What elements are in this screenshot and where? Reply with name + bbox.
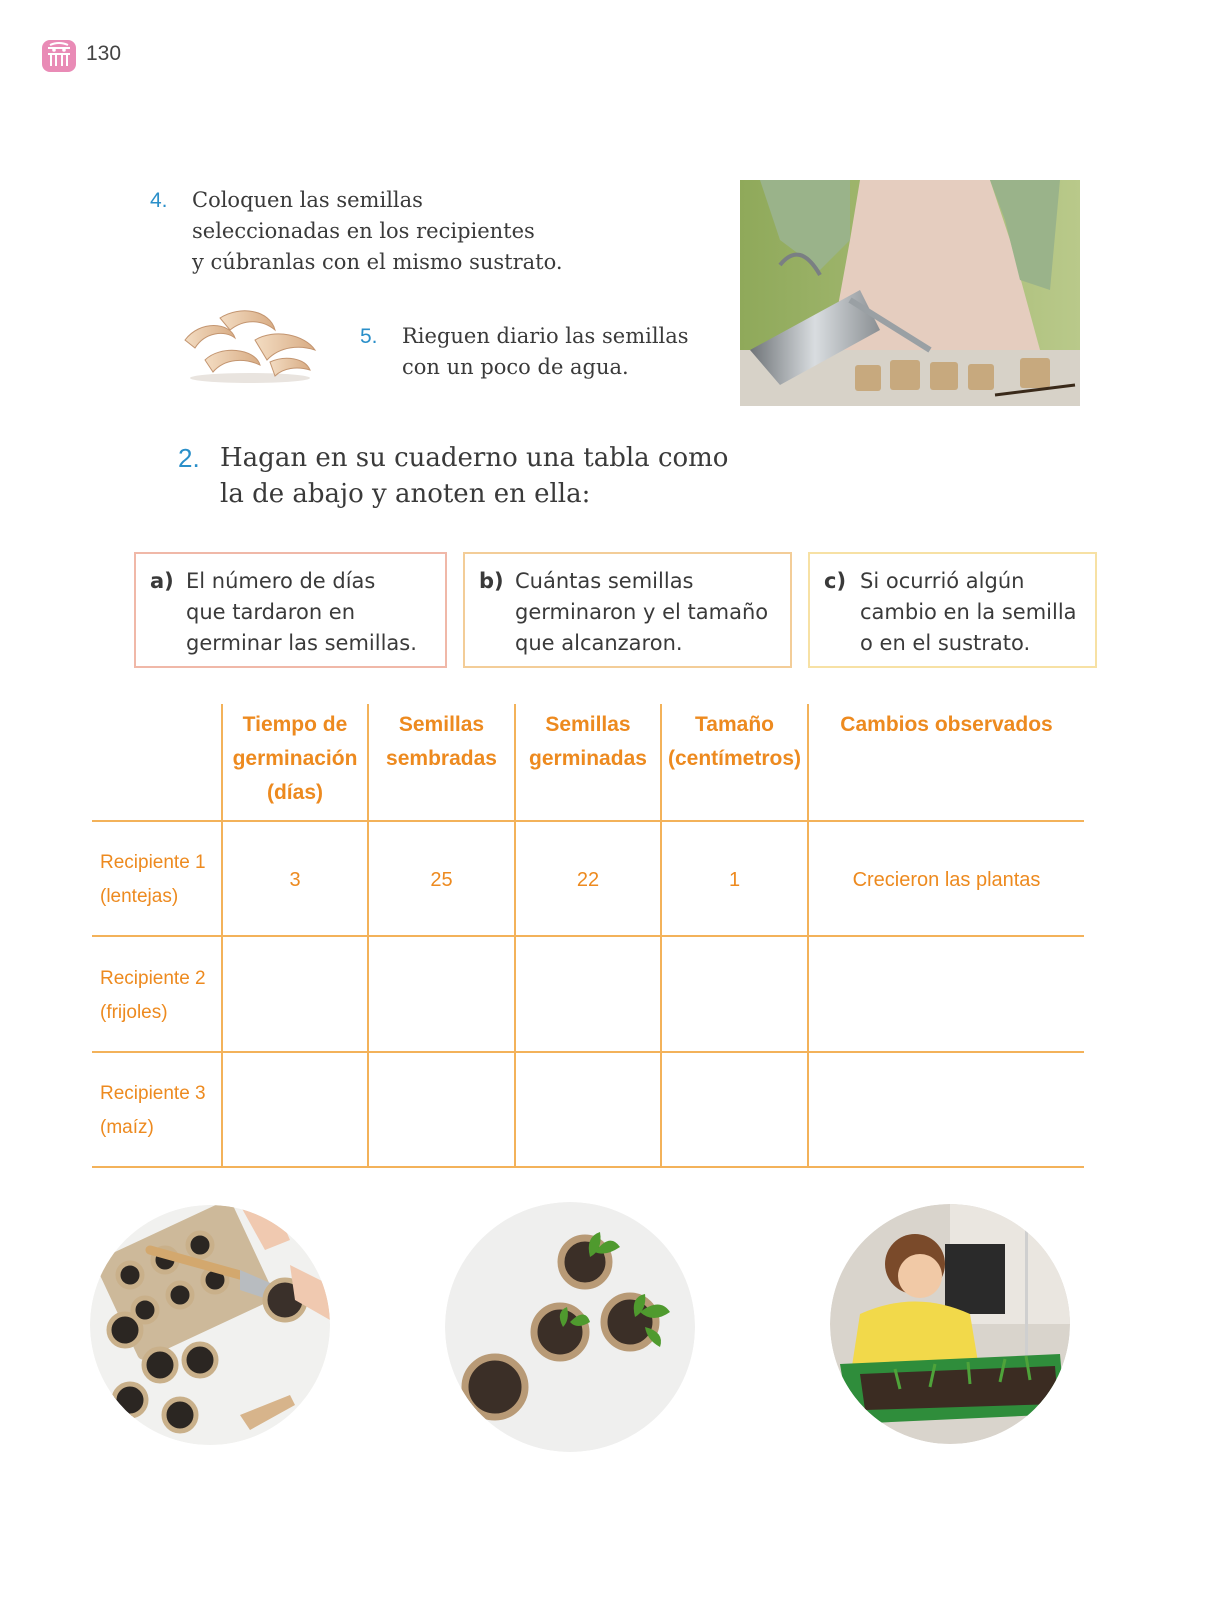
header-line: (centímetros)	[667, 747, 802, 770]
step-4	[150, 185, 670, 285]
table-rule	[92, 820, 1084, 822]
step-line: con un poco de agua.	[402, 355, 629, 379]
option-line: o en el sustrato.	[860, 631, 1031, 655]
option-line: germinar las semillas.	[186, 631, 417, 655]
watering-photo	[740, 180, 1080, 406]
header-line: Semillas	[398, 713, 485, 736]
row-label-line: (maíz)	[100, 1117, 154, 1138]
table-cell: 22	[576, 869, 600, 891]
step-number: 5.	[360, 325, 378, 348]
table-divider	[807, 704, 809, 1168]
header-line: germinación	[232, 747, 358, 770]
header-observed-changes	[809, 708, 1084, 742]
option-text	[515, 566, 780, 659]
step-line: Coloquen las semillas	[192, 188, 423, 212]
option-line: que alcanzaron.	[515, 631, 683, 655]
header-line: germinadas	[529, 747, 647, 770]
seedlings-pots-photo	[445, 1202, 695, 1452]
step-5	[360, 321, 720, 391]
header-line: Semillas	[545, 713, 631, 736]
instruction-line: Hagan en su cuaderno una tabla como	[220, 443, 729, 473]
instruction-number: 2.	[178, 443, 200, 473]
table-rule	[92, 1166, 1084, 1168]
germination-table	[92, 704, 1084, 1170]
option-a-box	[134, 552, 447, 668]
table-cell: 3	[289, 869, 301, 891]
header-germination-time	[223, 708, 367, 810]
row-label	[100, 846, 220, 914]
option-letter: a)	[150, 569, 174, 593]
step-text	[192, 185, 612, 278]
option-line: germinaron y el tamaño	[515, 600, 769, 624]
row-label-line: (frijoles)	[100, 1002, 168, 1023]
row-label-line: Recipiente 1	[100, 852, 206, 873]
header-line: Cambios observados	[840, 713, 1053, 736]
header-seeds-sown	[369, 708, 514, 776]
header-line: (días)	[266, 781, 323, 804]
header-line: Tiempo de	[242, 713, 348, 736]
option-letter: b)	[479, 569, 504, 593]
table-cell: 25	[430, 869, 453, 891]
header-size	[662, 708, 807, 776]
step-line: seleccionadas en los recipientes	[192, 219, 535, 243]
row-label-line: Recipiente 3	[100, 1083, 206, 1104]
step-line: y cúbranlas con el mismo sustrato.	[192, 250, 563, 274]
table-cell: Crecieron las plantas	[852, 869, 1041, 891]
option-text	[860, 566, 1085, 659]
option-c-box	[808, 552, 1097, 668]
option-line: El número de días	[186, 569, 376, 593]
step-line: Rieguen diario las semillas	[402, 324, 689, 348]
row-label	[100, 1077, 220, 1145]
step-number: 4.	[150, 189, 168, 212]
row-label-line: (lentejas)	[100, 886, 179, 907]
option-text	[186, 566, 435, 659]
step-text	[402, 321, 722, 383]
option-letter: c)	[824, 569, 847, 593]
row-label-line: Recipiente 2	[100, 968, 206, 989]
option-line: que tardaron en	[186, 600, 356, 624]
table-cell: 1	[728, 869, 741, 891]
planting-tray-photo	[90, 1205, 330, 1445]
instruction-2	[178, 440, 738, 520]
row-label	[100, 962, 220, 1030]
option-b-box	[463, 552, 792, 668]
option-line: cambio en la semilla	[860, 600, 1077, 624]
instruction-line: la de abajo y anoten en ella:	[220, 479, 591, 509]
option-line: Si ocurrió algún	[860, 569, 1025, 593]
header-line: Tamaño	[695, 713, 774, 736]
instruction-text	[220, 440, 740, 512]
table-rule	[92, 1051, 1084, 1053]
table-rule	[92, 935, 1084, 937]
page-number: 130	[86, 42, 122, 65]
codex-glyph-icon	[42, 40, 76, 72]
wood-shavings-image	[175, 300, 325, 385]
option-line: Cuántas semillas	[515, 569, 694, 593]
header-line: sembradas	[386, 747, 497, 770]
header-seeds-germinated	[516, 708, 660, 776]
girl-seedlings-photo	[830, 1204, 1070, 1444]
